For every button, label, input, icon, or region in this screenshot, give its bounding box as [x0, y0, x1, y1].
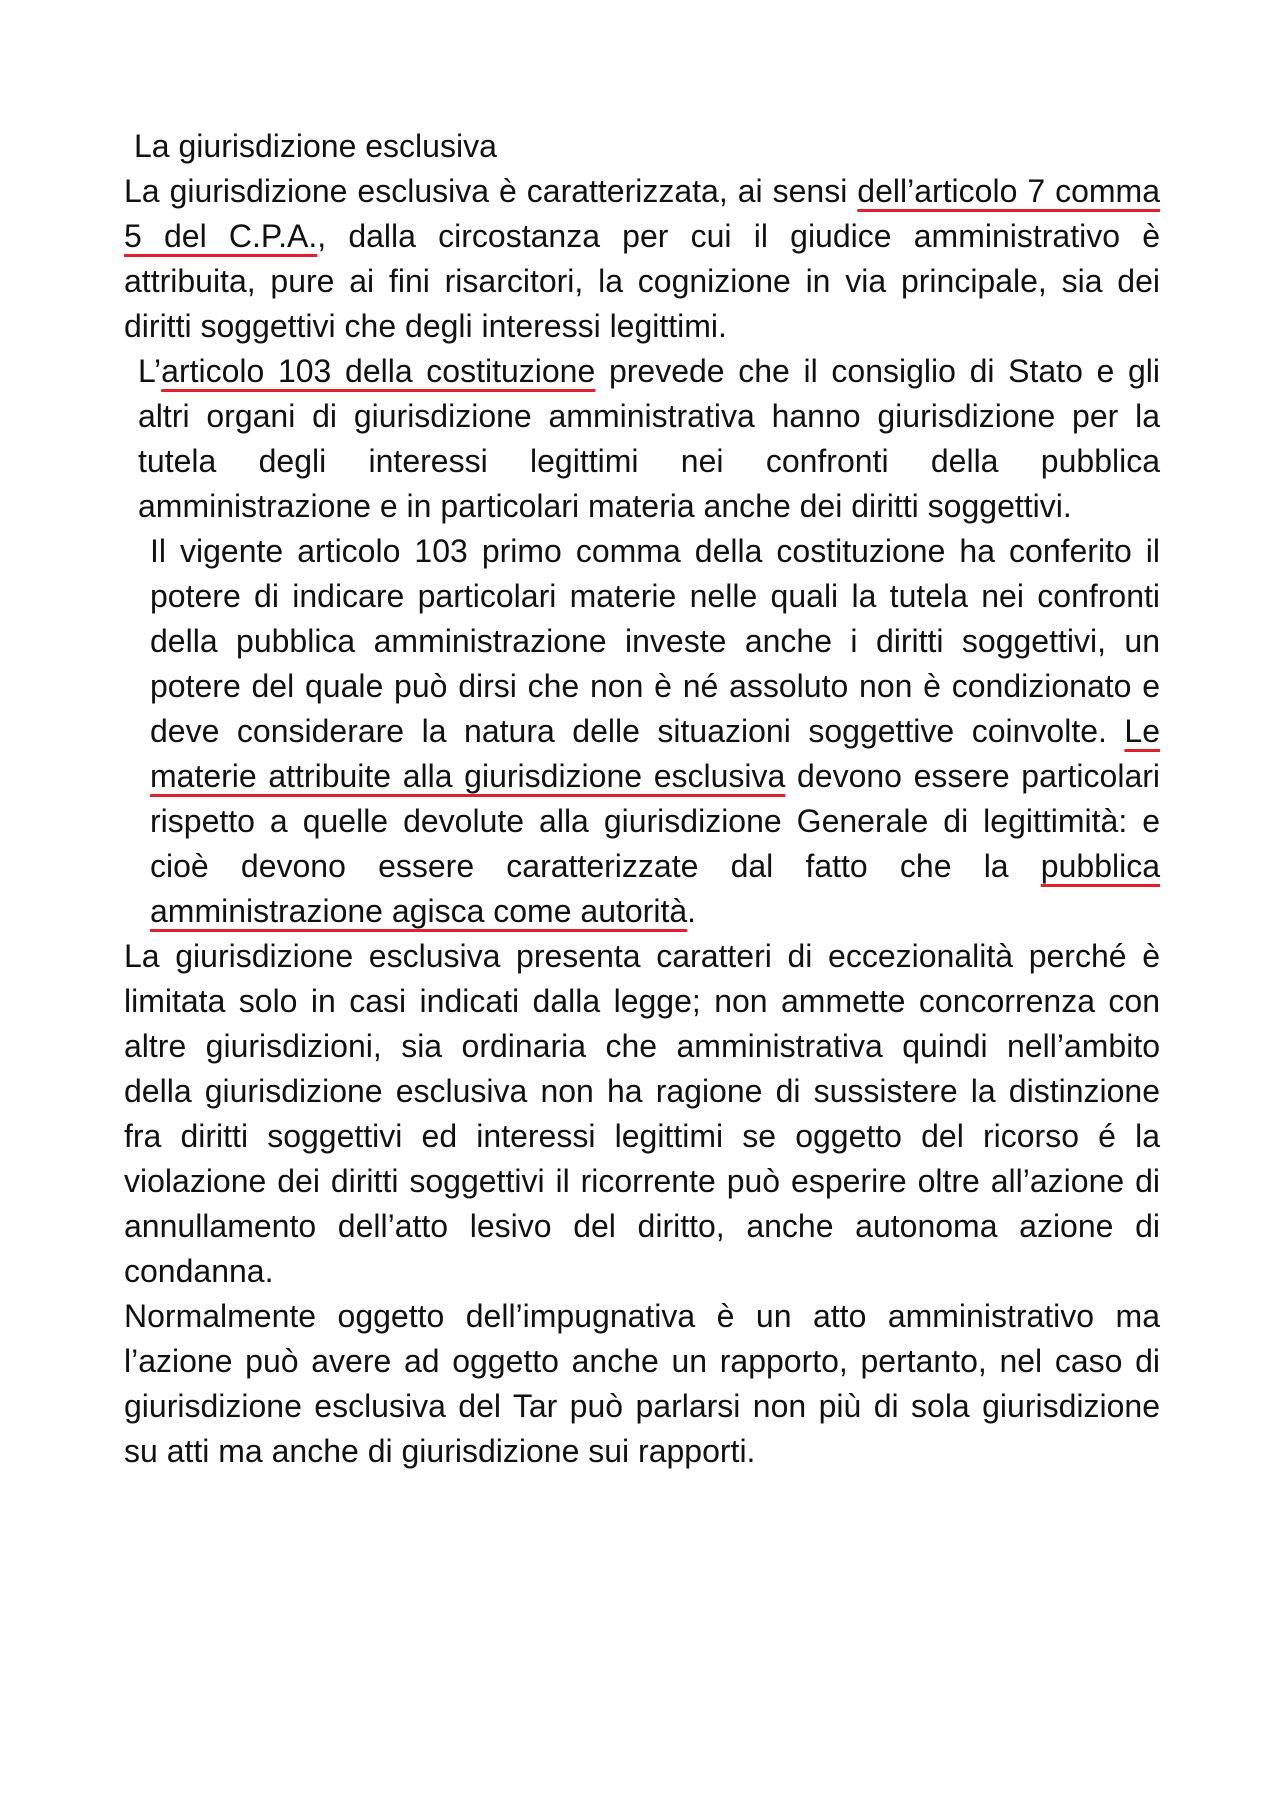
paragraph-1 — [124, 169, 1160, 349]
underlined-materie: Le materie attribuite alla giurisdizione esclusiva — [150, 713, 1160, 794]
underlined-reference-cpa: dell’articolo 7 comma 5 del C.P.A. — [124, 173, 1161, 254]
paragraph-3-text-c: . — [687, 893, 697, 929]
paragraph-4: La giurisdizione esclusiva presenta caratteri di eccezionalità perché è limitata solo in casi indicati dalla legge; non ammette concorrenza con altre giurisdizioni, sia ordinaria che amministrativa quindi nell’ambito della giurisdizione esclusiva non ha ragione di sussistere la distinzione fra diritti soggettivi ed interessi legittimi se oggetto del ricorso é la violazione dei diritti soggettivi il ricorrente può esperire oltre all’azione di annullamento dell’atto lesivo del diritto, anche autonoma azione di condanna. — [124, 938, 1160, 1289]
document-title: La giurisdizione esclusiva — [134, 128, 497, 164]
underlined-reference-art103: articolo 103 della costituzione — [161, 353, 596, 389]
paragraph-1-text-b: , dalla circostanza per cui il giudice amministrativo è attribuita, pure ai fini risarcitori, la cognizione in via principale, sia dei diritti soggettivi che degli interessi legittimi. — [124, 218, 1161, 344]
paragraph-5: Normalmente oggetto dell’impugnativa è un atto amministrativo ma l’azione può avere ad oggetto anche un rapporto, pertanto, nel caso di giurisdizione esclusiva del Tar può parlarsi non più di sola giurisdizione su atti ma anche di giurisdizione sui rapporti. — [124, 1298, 1160, 1469]
underlined-autorita: pubblica amministrazione agisca come autorità — [150, 848, 1160, 929]
paragraph-2-text-b: prevede che il consiglio di Stato e gli altri organi di giurisdizione amministrativa hanno giurisdizione per la tutela degli interessi legittimi nei confronti della pubblica amministrazione e in particolari materia anche dei diritti soggettivi. — [138, 353, 1161, 524]
paragraph-2-text-a: L’ — [138, 353, 162, 389]
paragraph-3 — [124, 529, 1160, 934]
paragraph-3-text-a: Il vigente articolo 103 primo comma della costituzione ha conferito il potere di indicare particolari materie nelle quali la tutela nei confronti della pubblica amministrazione investe anche i diritti soggettivi, un potere del quale può dirsi che non è né assoluto non è condizionato e deve considerare la natura delle situazioni soggettive coinvolte. — [150, 533, 1160, 749]
paragraph-3-text-b: devono essere particolari rispetto a quelle devolute alla giurisdizione Generale di legittimità: e cioè devono essere caratterizzate dal fatto che la — [150, 758, 1161, 884]
paragraph-2 — [124, 349, 1160, 529]
document-page — [124, 124, 1160, 1474]
paragraph-1-text-a: La giurisdizione esclusiva è caratterizzata, ai sensi — [124, 173, 858, 209]
